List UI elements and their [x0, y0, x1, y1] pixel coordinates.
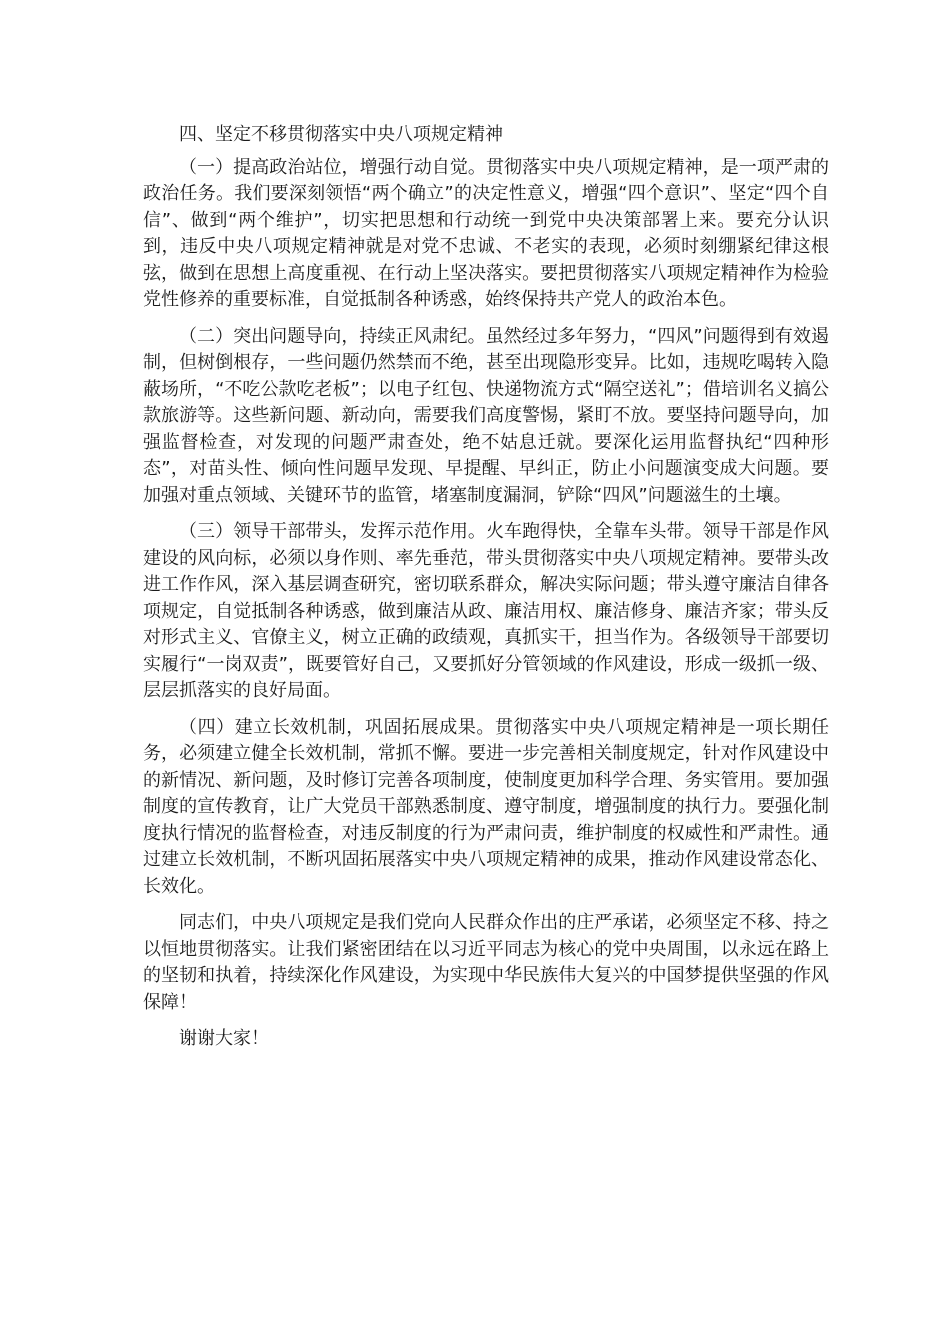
closing-paragraph: 同志们，中央八项规定是我们党向人民群众作出的庄严承诺，必须坚定不移、持之以恒地贯彻落实。让我们紧密团结在以习近平同志为核心的党中央周围，以永远在路上的坚韧和执着，持续深化作风建设，为实现中华民族伟大复兴的中国梦提供坚强的作风保障！ [143, 912, 829, 1013]
section-heading: 四、坚定不移贯彻落实中央八项规定精神 [179, 124, 503, 145]
paragraph-2: （二）突出问题导向，持续正风肃纪。虽然经过多年努力，“四风”问题得到有效遏制，但树倒根存，一些问题仍然禁而不绝，甚至出现隐形变异。比如，违规吃喝转入隐蔽场所，“不吃公款吃老板”；以电子红包、快递物流方式“隔空送礼”；借培训名义搞公款旅游等。这些新问题、新动向，需要我们高度警惕，紧盯不放。要坚持问题导向，加强监督检查，对发现的问题严肃查处，绝不姑息迁就。要深化运用监督执纪“四种形态”，对苗头性、倾向性问题早发现、早提醒、早纠正，防止小问题演变成大问题。要加强对重点领域、关键环节的监管，堵塞制度漏洞，铲除“四风”问题滋生的土壤。 [143, 325, 829, 506]
thanks-line: 谢谢大家！ [179, 1028, 269, 1049]
paragraph-3: （三）领导干部带头，发挥示范作用。火车跑得快，全靠车头带。领导干部是作风建设的风向标，必须以身作则、率先垂范，带头贯彻落实中央八项规定精神。要带头改进工作作风，深入基层调查研究，密切联系群众，解决实际问题；带头遵守廉洁自律各项规定，自觉抵制各种诱惑，做到廉洁从政、廉洁用权、廉洁修身、廉洁齐家；带头反对形式主义、官僚主义，树立正确的政绩观，真抓实干，担当作为。各级领导干部要切实履行“一岗双责”，既要管好自己，又要抓好分管领域的作风建设，形成一级抓一级、层层抓落实的良好局面。 [143, 521, 829, 701]
paragraph-4: （四）建立长效机制，巩固拓展成果。贯彻落实中央八项规定精神是一项长期任务，必须建立健全长效机制，常抓不懈。要进一步完善相关制度规定，针对作风建设中的新情况、新问题，及时修订完善各项制度，使制度更加科学合理、务实管用。要加强制度的宣传教育，让广大党员干部熟悉制度、遵守制度，增强制度的执行力。要强化制度执行情况的监督检查，对违反制度的行为严肃问责，维护制度的权威性和严肃性。通过建立长效机制，不断巩固拓展落实中央八项规定精神的成果，推动作风建设常态化、长效化。 [143, 716, 829, 897]
document-page [143, 122, 829, 1063]
paragraph-1: （一）提高政治站位，增强行动自觉。贯彻落实中央八项规定精神，是一项严肃的政治任务。我们要深刻领悟“两个确立”的决定性意义，增强“四个意识”、坚定“四个自信”、做到“两个维护”，切实把思想和行动统一到党中央决策部署上来。要充分认识到，违反中央八项规定精神就是对党不忠诚、不老实的表现，必须时刻绷紧纪律这根弦，做到在思想上高度重视、在行动上坚决落实。要把贯彻落实八项规定精神作为检验党性修养的重要标准，自觉抵制各种诱惑，始终保持共产党人的政治本色。 [143, 156, 829, 310]
